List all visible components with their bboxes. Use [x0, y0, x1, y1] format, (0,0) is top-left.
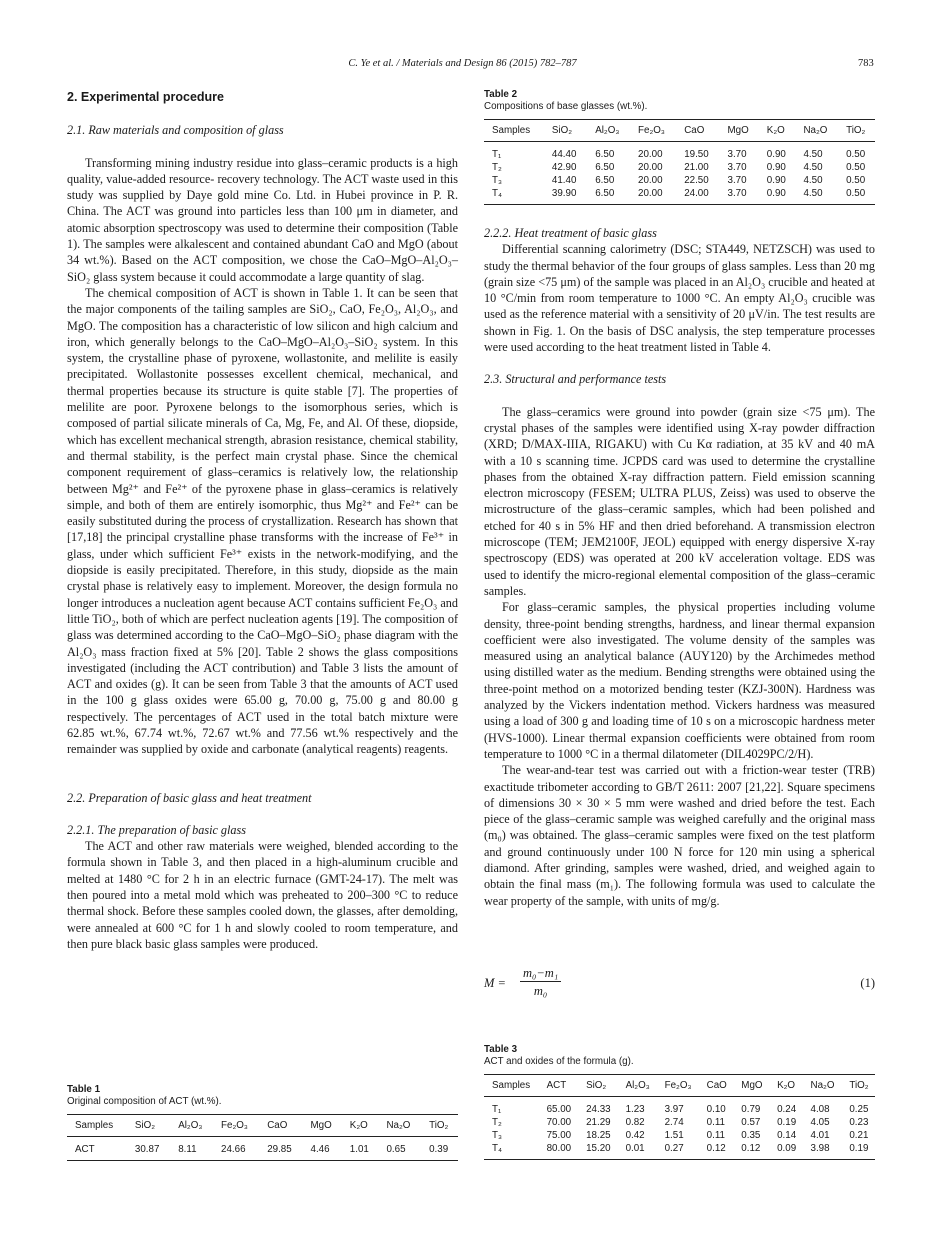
table-cell: 0.23 [849, 1117, 869, 1128]
table-cell: 8.11 [170, 1137, 213, 1161]
table-cell: 70.00 [546, 1117, 572, 1128]
paragraph-2-3-1: The glass–ceramics were ground into powder (grain size <75 μm). The crystal phases of the samples were identified using X-ray powder diffraction (XRD; D/MAX-IIIA, RIGAKU) with Cu Kα radiation, at 35 kV and 40 mA with a 10 s scanning time. JCPDS card was used to determine the crystalline phases from the obtained X-ray diffraction pattern. Field emission scanning electron microscopy (FESEM; ULTRA PLUS, Zeiss) was used to observe the microstructure of the glass–ceramic samples, which had been polished and etched for 40 s in 5% HF and then dried beforehand. A transmission electron microscope (TEM; JEM2100F, JEOL) equipped with energy dispersive X-ray spectroscopy (EDS) was operated at 200 kV acceleration voltage. EDS was used to identify the micro-regional elemental composition of the glass–ceramic samples. [484, 404, 875, 598]
table-cell: 2.74 [664, 1117, 684, 1128]
column-header: SiO₂ [127, 1115, 170, 1137]
column-header: CaO [259, 1115, 302, 1137]
table-cell: 15.20 [578, 1142, 617, 1160]
table-cell: 0.50 [846, 149, 866, 160]
table-cell: ACT [67, 1137, 127, 1161]
table-cell: 4.01 [810, 1130, 830, 1141]
table-cell: 3.97 [664, 1104, 684, 1115]
table-cell: 24.33 [586, 1104, 611, 1115]
table-cell: 6.50 [595, 175, 615, 186]
table [484, 1074, 875, 1160]
table-caption: ACT and oxides of the formula (g). [484, 1056, 634, 1067]
table-cell: 0.01 [618, 1142, 657, 1160]
table-label: Table 2 [484, 89, 518, 100]
table-cell: 0.90 [766, 149, 786, 160]
table-caption: Original composition of ACT (wt.%). [67, 1096, 222, 1107]
table-cell: 0.11 [706, 1117, 725, 1128]
table-cell: 4.50 [803, 162, 823, 173]
column-header: CaO [676, 120, 719, 142]
column-header: Al₂O₃ [170, 1115, 213, 1137]
table-cell: 0.50 [846, 162, 866, 173]
column-header: Na₂O [803, 1075, 842, 1097]
table-cell: 0.90 [766, 162, 786, 173]
table-cell: 29.85 [259, 1137, 302, 1161]
page-number: 783 [858, 58, 874, 69]
column-header: Na₂O [378, 1115, 421, 1137]
table-cell: 20.00 [638, 175, 663, 186]
subsection-title-2-2-1: 2.2.1. The preparation of basic glass [67, 822, 246, 837]
table-cell: 0.27 [657, 1142, 699, 1160]
paragraph-2-2-1: The ACT and other raw materials were weighed, blended according to the formula shown in Table 3, and then placed in a high-aluminum crucible and melted at 1480 °C for 2 h in an electric furnace (GMT-24-17). The melt was then poured into a metal mold which was preheated to 200–300 °C to reduce thermal shock. Before these samples cooled down, the glasses, after demolding, were annealed at 600 °C for 1 h and slowly cooled to room temperature, and then pure black basic glass samples were produced. [67, 839, 458, 951]
column-header: ACT [539, 1075, 578, 1097]
table-cell: 0.50 [846, 175, 866, 186]
paragraph-2-3-2: For glass–ceramic samples, the physical properties including volume density, three-point bending strengths, hardness, and linear thermal expansion coefficient were also investigated. The volume density of the samples was measured using an analytical balance (AUY120) by the Archimedes method using distilled water as the medium. Bending strengths were obtained using the three-point method on a motorized bending tester (KZJ-300N). Hardness was analyzed by the Vickers indentation method. Vickers hardness was measured using a load of 300 g and loading time of 10 s on a microscopic hardness meter (HVS-1000). Linear thermal expansion coefficients were obtained from room temperature to 1000 °C in a thermal dilatometer (DIL4029PC/2/H). [484, 600, 875, 761]
table-cell: 6.50 [587, 187, 630, 205]
table-cell: 3.70 [727, 149, 747, 160]
table-cell: 0.21 [849, 1130, 869, 1141]
column-header: TiO₂ [838, 120, 875, 142]
table-cell: 18.25 [586, 1130, 611, 1141]
column-header: MgO [720, 120, 759, 142]
table-cell: 4.05 [810, 1117, 830, 1128]
table-cell: 65.00 [546, 1104, 572, 1115]
table-cell: 3.70 [720, 187, 759, 205]
table-cell: 21.29 [586, 1117, 611, 1128]
column-header: K₂O [759, 120, 796, 142]
column-header: MgO [303, 1115, 342, 1137]
equation-denominator: m₀ [533, 984, 548, 998]
paragraph-2-3-3: The wear-and-tear test was carried out with a friction-wear tester (TRB) exactitude tribometer according to GB/T 2611: 2007 [21,22]. Square specimens of dimensions 30 × 30 × 5 mm were washed and dried before the test. Each piece of the glass–ceramic sample was weighed carefully and the original mass (m₀) was obtained. The glass–ceramic samples were fixed on the test platform and ground continuously under 100 N force for 120 min using a spherical diamond. After grinding, samples were washed, dried, and weighed again to obtain the final mass (m₁). The following formula was used to calculate the wear property of the sample, with units of mg/g. [484, 763, 875, 908]
column-header: Fe₂O₃ [213, 1115, 259, 1137]
table-cell: T₁ [492, 149, 502, 160]
equation-lhs: M = [484, 976, 506, 990]
table-label: Table 3 [484, 1044, 518, 1055]
table-row [67, 1137, 458, 1161]
table-cell: T₁ [492, 1104, 502, 1115]
column-header: TiO₂ [841, 1075, 875, 1097]
table-cell: 0.90 [759, 187, 796, 205]
table-cell: 80.00 [539, 1142, 578, 1160]
table-cell: 0.14 [777, 1130, 797, 1141]
table-cell: 4.08 [810, 1104, 830, 1115]
column-header: TiO₂ [421, 1115, 458, 1137]
table-cell: 4.50 [803, 149, 823, 160]
column-header: Na₂O [795, 120, 838, 142]
equation-1 [484, 966, 875, 1006]
table-3 [484, 1044, 875, 1160]
table-row [484, 1129, 875, 1142]
table-cell: 0.39 [421, 1137, 458, 1161]
equation-fraction [520, 966, 561, 999]
table-cell: 20.00 [638, 162, 663, 173]
table-cell: 1.23 [625, 1104, 645, 1115]
column-header: Fe₂O₃ [630, 120, 676, 142]
table-2 [484, 89, 875, 205]
column-header: Al₂O₃ [618, 1075, 657, 1097]
table-row [484, 174, 875, 187]
table-cell: 0.79 [741, 1104, 761, 1115]
table-cell: 0.42 [625, 1130, 645, 1141]
table-cell: 0.12 [733, 1142, 769, 1160]
table [67, 1114, 458, 1161]
table-cell: 0.19 [841, 1142, 875, 1160]
table-cell: 1.51 [664, 1130, 684, 1141]
table-cell: 19.50 [684, 149, 709, 160]
table-cell: 20.00 [638, 149, 663, 160]
table-cell: 0.35 [741, 1130, 761, 1141]
table-cell: 4.50 [803, 175, 823, 186]
column-header: Al₂O₃ [587, 120, 630, 142]
table [484, 119, 875, 205]
table-cell: 0.24 [777, 1104, 797, 1115]
column-header: SiO₂ [578, 1075, 617, 1097]
table-cell: T₃ [492, 175, 502, 186]
table-cell: 20.00 [630, 187, 676, 205]
table-cell: 1.01 [342, 1137, 379, 1161]
equation-numerator: m₀−m₁ [520, 966, 561, 982]
table-row [484, 1097, 875, 1117]
table-cell: 0.90 [766, 175, 786, 186]
table-row [484, 187, 875, 205]
table-cell: 21.00 [684, 162, 709, 173]
left-column [67, 89, 458, 952]
table-row [484, 161, 875, 174]
column-header: Samples [67, 1115, 127, 1137]
equation-number: (1) [860, 976, 875, 990]
table-label: Table 1 [67, 1084, 101, 1095]
column-header: Samples [484, 1075, 539, 1097]
subsection-title-2-2: 2.2. Preparation of basic glass and heat treatment [67, 790, 312, 805]
right-column [484, 225, 875, 909]
table-cell: 0.12 [699, 1142, 734, 1160]
table-cell: 4.50 [795, 187, 838, 205]
table-cell: 24.00 [676, 187, 719, 205]
table-row [484, 1142, 875, 1160]
table-cell: 0.19 [777, 1117, 797, 1128]
column-header: CaO [699, 1075, 734, 1097]
section-title: 2. Experimental procedure [67, 90, 225, 104]
table-cell: 0.11 [706, 1130, 725, 1141]
column-header: K₂O [342, 1115, 379, 1137]
table-cell: 0.57 [741, 1117, 761, 1128]
table-row [484, 1116, 875, 1129]
table-row [484, 142, 875, 162]
paragraph-2-1-2: The chemical composition of ACT is shown in Table 1. It can be seen that the major components of the tailing samples are SiO₂, CaO, Fe₂O₃, Al₂O₃, and MgO. The composition has a characteristic of low silicon and high calcium and iron, which generally belongs to the CaO–MgO–Al₂O₃–SiO₂ system. In this system, the crystalline phase of pyroxene, wollastonite, and melilite is easily precipitated. Wollastonite possesses excellent chemical, mechanical, and thermal properties because its structure is quite stable [7]. The properties of melilite are poor. Pyroxene belongs to the isomorphous series, which is composed of partial silicate minerals of Ca, Mg, Fe, and Al. Of these, diopside, which has excellent mechanical strength, abrasion resistance, chemical stability, and thermal stability, is the perfect main crystal phase. Since the chemical component requirement of glass–ceramics is relatively low, the relationship between Mg²⁺ and Fe²⁺ of the pyroxene phase in glass–ceramics is relatively simple, and both of them are entirely isomorphic, thus Mg²⁺ and Fe²⁺ can be easily substituted during the process of crystallization. Research has shown that [17,18] the principal crystalline phase transforms with the increase of Fe³⁺ in glass, under which sufficient Fe³⁺ exists in the network-modifying, and the diopside is easily precipitated. Therefore, in this study, diopside as the main crystal phase is relatively easy to implement. Moreover, the design formula no longer introduces a nucleation agent because ACT contains sufficient Fe₂O₃ and little TiO₂, both of which are perfect nucleation agents [19]. The composition of glass was determined according to the CaO–MgO–SiO₂ phase diagram with the Al₂O₃ mass fraction fixed at 5% [20]. Table 2 shows the glass compositions investigated (including the ACT contribution) and Table 3 lists the amount of ACT and oxides (g). It can be seen from Table 3 that the amounts of ACT used in the 100 g glass oxides were 65.00 g, 70.00 g, 75.00 g and 80.00 g respectively. The percentages of ACT used in the total batch mixture were 62.85 wt.%, 67.74 wt.%, 72.67 wt.% and 77.56 wt.% respectively and the remainder was supplied by oxide and carbonate (analytical reagents) reagents. [67, 285, 458, 757]
paragraph-2-1-1: Transforming mining industry residue into glass–ceramic products is a high quality, value-added resource- recovery technology. The ACT waste used in this study was supplied by Daye gold mine Co. Ltd. in Hubei province in P. R. China. The ACT was ground into particles less than 100 μm in diameter, and atomic absorption spectroscopy was used to determine their composition (Table 1). The samples were alkalescent and contained abundant CaO and MgO (about 34 wt.%). Based on the ACT composition, we chose the CaO–MgO–Al₂O₃–SiO₂ glass system because it could accommodate a large quantity of slag. [67, 155, 458, 284]
table-caption: Compositions of base glasses (wt.%). [484, 101, 648, 112]
table-cell: 0.82 [625, 1117, 645, 1128]
table-cell: 44.40 [551, 149, 577, 160]
table-cell: 41.40 [551, 175, 577, 186]
running-header: C. Ye et al. / Materials and Design 86 (2015) 782–787 [348, 58, 577, 69]
table-cell: T₂ [492, 1117, 502, 1128]
table-cell: 30.87 [127, 1137, 170, 1161]
table-cell: 3.70 [727, 175, 747, 186]
subsection-title-2-1: 2.1. Raw materials and composition of glass [67, 123, 284, 138]
column-header: K₂O [769, 1075, 802, 1097]
table-cell: T₄ [484, 1142, 539, 1160]
column-header: MgO [733, 1075, 769, 1097]
table-cell: T₂ [492, 162, 502, 173]
table-cell: 75.00 [546, 1130, 572, 1141]
table-cell: T₄ [484, 187, 544, 205]
table-cell: 3.70 [727, 162, 747, 173]
table-cell: 42.90 [551, 162, 577, 173]
table-1 [67, 1084, 458, 1161]
table-cell: 6.50 [595, 149, 615, 160]
table-cell: T₃ [492, 1130, 502, 1141]
table-cell: 0.10 [706, 1104, 726, 1115]
subsection-title-2-3: 2.3. Structural and performance tests [484, 372, 667, 387]
subsection-title-2-2-2: 2.2.2. Heat treatment of basic glass [484, 226, 657, 240]
table-cell: 0.65 [378, 1137, 421, 1161]
table-cell: 6.50 [595, 162, 615, 173]
table-cell: 3.98 [803, 1142, 842, 1160]
column-header: Fe₂O₃ [657, 1075, 699, 1097]
table-cell: 39.90 [544, 187, 587, 205]
column-header: Samples [484, 120, 544, 142]
table-cell: 0.50 [838, 187, 875, 205]
column-header: SiO₂ [544, 120, 587, 142]
table-cell: 4.46 [303, 1137, 342, 1161]
table-cell: 0.09 [769, 1142, 802, 1160]
table-cell: 22.50 [684, 175, 709, 186]
table-cell: 0.25 [849, 1104, 869, 1115]
paragraph-2-2-2: Differential scanning calorimetry (DSC; STA449, NETZSCH) was used to study the thermal behavior of the four groups of glass samples. Less than 20 mg (grain size <75 μm) of the sample was placed in an Al₂O₃ crucible and heated at 10 °C/min from room temperature to 1000 °C. An empty Al₂O₃ crucible was used as the reference material with a sensitivity of 20 μV/in. The test results are shown in Fig. 1. On the basis of DSC analysis, the step temperature processes were used according to the heat treatment listed in Table 4. [484, 242, 875, 355]
table-cell: 24.66 [213, 1137, 259, 1161]
